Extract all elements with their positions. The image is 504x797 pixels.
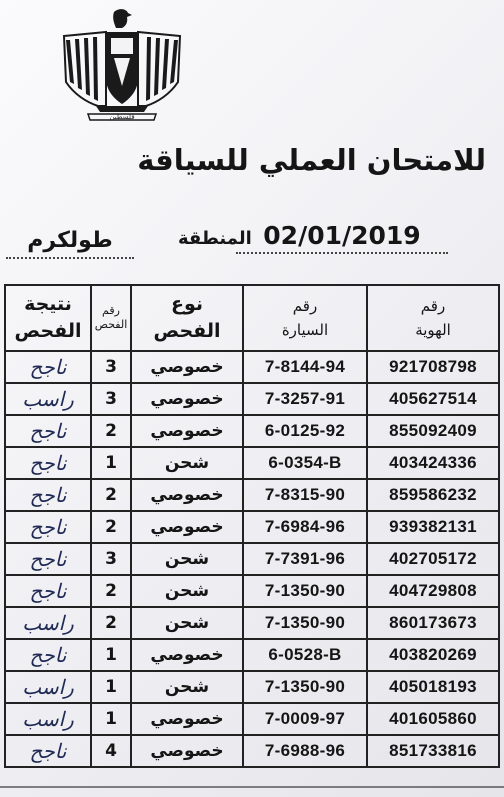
id-number-cell: 404729808 bbox=[367, 575, 499, 607]
exam-number-cell: 2 bbox=[91, 575, 131, 607]
id-number-cell: 403424336 bbox=[367, 447, 499, 479]
car-number-cell: 7-3257-91 bbox=[243, 383, 367, 415]
id-number-cell: 405018193 bbox=[367, 671, 499, 703]
id-number-cell: 860173673 bbox=[367, 607, 499, 639]
result-cell: ناجح bbox=[5, 543, 91, 575]
page-title: للامتحان العملي للسياقة bbox=[137, 143, 486, 177]
car-number-cell: 7-0009-97 bbox=[243, 703, 367, 735]
car-number-cell: 7-1350-90 bbox=[243, 607, 367, 639]
bottom-divider bbox=[0, 786, 504, 788]
car-number-cell: 7-8315-90 bbox=[243, 479, 367, 511]
result-cell: راسب bbox=[5, 607, 91, 639]
exam-number-cell: 4 bbox=[91, 735, 131, 767]
table-row bbox=[5, 351, 499, 383]
exam-type-cell: خصوصي bbox=[131, 735, 243, 767]
exam-type-cell: خصوصي bbox=[131, 511, 243, 543]
car-number-cell: 6-0528-B bbox=[243, 639, 367, 671]
exam-type-cell: شحن bbox=[131, 607, 243, 639]
id-number-cell: 851733816 bbox=[367, 735, 499, 767]
table-row bbox=[5, 703, 499, 735]
car-number-cell: 7-7391-96 bbox=[243, 543, 367, 575]
exam-type-cell: خصوصي bbox=[131, 383, 243, 415]
exam-type-cell: خصوصي bbox=[131, 415, 243, 447]
exam-number-cell: 2 bbox=[91, 511, 131, 543]
header-result: نتيجة الفحص bbox=[5, 285, 91, 351]
table-row bbox=[5, 671, 499, 703]
exam-type-cell: شحن bbox=[131, 543, 243, 575]
table-row bbox=[5, 447, 499, 479]
id-number-cell: 401605860 bbox=[367, 703, 499, 735]
exam-number-cell: 2 bbox=[91, 415, 131, 447]
exam-type-cell: شحن bbox=[131, 575, 243, 607]
exam-type-cell: خصوصي bbox=[131, 479, 243, 511]
emblem-caption: فلسطين bbox=[109, 113, 135, 121]
result-cell: ناجح bbox=[5, 479, 91, 511]
exam-number-cell: 1 bbox=[91, 447, 131, 479]
car-number-cell: 7-1350-90 bbox=[243, 575, 367, 607]
table-row bbox=[5, 543, 499, 575]
car-number-cell: 6-0354-B bbox=[243, 447, 367, 479]
id-number-cell: 403820269 bbox=[367, 639, 499, 671]
id-number-cell: 402705172 bbox=[367, 543, 499, 575]
table-row bbox=[5, 607, 499, 639]
result-cell: ناجح bbox=[5, 639, 91, 671]
table-row bbox=[5, 479, 499, 511]
id-number-cell: 855092409 bbox=[367, 415, 499, 447]
header-exam-number: رقم الفحص bbox=[91, 285, 131, 351]
table-row bbox=[5, 383, 499, 415]
result-cell: راسب bbox=[5, 703, 91, 735]
id-number-cell: 921708798 bbox=[367, 351, 499, 383]
result-cell: ناجح bbox=[5, 415, 91, 447]
table-row bbox=[5, 639, 499, 671]
table-row bbox=[5, 735, 499, 767]
exam-number-cell: 3 bbox=[91, 351, 131, 383]
exam-number-cell: 3 bbox=[91, 543, 131, 575]
exam-number-cell: 1 bbox=[91, 671, 131, 703]
exam-number-cell: 2 bbox=[91, 479, 131, 511]
id-number-cell: 859586232 bbox=[367, 479, 499, 511]
car-number-cell: 7-6984-96 bbox=[243, 511, 367, 543]
result-cell: ناجح bbox=[5, 735, 91, 767]
car-number-cell: 7-1350-90 bbox=[243, 671, 367, 703]
header-id-number: رقم الهوية bbox=[367, 285, 499, 351]
region-label: المنطقة bbox=[178, 228, 252, 249]
header-car-number: رقم السيارة bbox=[243, 285, 367, 351]
exam-type-cell: خصوصي bbox=[131, 703, 243, 735]
header-exam-type: نوع الفحص bbox=[131, 285, 243, 351]
exam-type-cell: خصوصي bbox=[131, 639, 243, 671]
results-table bbox=[4, 284, 500, 768]
eagle-emblem-icon bbox=[56, 6, 188, 124]
exam-type-cell: خصوصي bbox=[131, 351, 243, 383]
region-value: طولكرم bbox=[6, 228, 134, 259]
result-cell: ناجح bbox=[5, 447, 91, 479]
result-cell: ناجح bbox=[5, 575, 91, 607]
exam-number-cell: 2 bbox=[91, 607, 131, 639]
car-number-cell: 7-8144-94 bbox=[243, 351, 367, 383]
id-number-cell: 939382131 bbox=[367, 511, 499, 543]
car-number-cell: 6-0125-92 bbox=[243, 415, 367, 447]
table-header-row bbox=[5, 285, 499, 351]
id-number-cell: 405627514 bbox=[367, 383, 499, 415]
exam-number-cell: 1 bbox=[91, 703, 131, 735]
exam-type-cell: شحن bbox=[131, 671, 243, 703]
table-row bbox=[5, 511, 499, 543]
exam-type-cell: شحن bbox=[131, 447, 243, 479]
car-number-cell: 7-6988-96 bbox=[243, 735, 367, 767]
result-cell: راسب bbox=[5, 671, 91, 703]
exam-number-cell: 1 bbox=[91, 639, 131, 671]
table-row bbox=[5, 415, 499, 447]
exam-date: 02/01/2019 bbox=[236, 222, 448, 254]
result-cell: ناجح bbox=[5, 351, 91, 383]
exam-number-cell: 3 bbox=[91, 383, 131, 415]
result-cell: راسب bbox=[5, 383, 91, 415]
result-cell: ناجح bbox=[5, 511, 91, 543]
table-row bbox=[5, 575, 499, 607]
